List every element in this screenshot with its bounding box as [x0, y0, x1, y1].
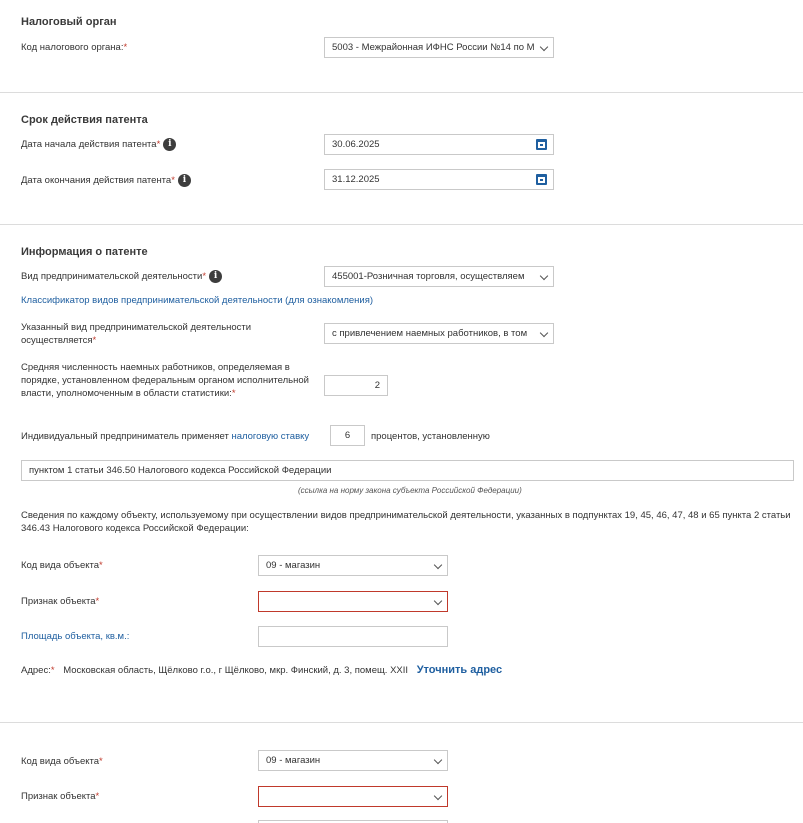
object-type-value: 09 - магазин — [266, 755, 321, 766]
required-mark: * — [99, 756, 103, 767]
info-icon[interactable]: i — [178, 174, 191, 187]
activity-type-value: 455001-Розничная торговля, осуществляем — [332, 271, 525, 282]
required-mark: * — [123, 42, 128, 53]
end-date-label-text: Дата окончания действия патента — [21, 175, 172, 187]
tax-rate-input[interactable]: 6 — [330, 425, 365, 446]
tax-rate-text-before — [21, 430, 309, 443]
object-address-row — [21, 664, 502, 677]
required-mark: * — [95, 791, 100, 802]
chevron-down-icon — [434, 561, 442, 569]
chevron-down-icon — [434, 597, 442, 605]
chevron-down-icon — [434, 756, 442, 764]
required-mark: * — [99, 560, 103, 571]
tax-rate-text-after: процентов, установленную — [371, 431, 490, 442]
section-title-validity: Срок действия патента — [21, 114, 148, 126]
required-mark: * — [156, 139, 161, 151]
object-type-select[interactable] — [258, 750, 448, 771]
calendar-icon[interactable] — [536, 174, 547, 185]
activity-mode-label — [21, 321, 281, 347]
start-date-input[interactable] — [324, 134, 554, 155]
object-sign-select[interactable] — [258, 591, 448, 612]
employees-count-input[interactable]: 2 — [324, 375, 388, 396]
section-title-patent-info: Информация о патенте — [21, 246, 148, 258]
object-area-input[interactable] — [258, 626, 448, 647]
start-date-label-text: Дата начала действия патента — [21, 139, 157, 151]
section-divider — [0, 92, 803, 93]
chevron-down-icon — [540, 43, 548, 51]
activity-type-label — [21, 270, 222, 283]
required-mark: * — [92, 335, 97, 346]
tax-authority-code-label-text: Код налогового органа: — [21, 42, 124, 53]
chevron-down-icon — [540, 272, 548, 280]
object-type-select[interactable] — [258, 555, 448, 576]
object-type-label-text: Код вида объекта — [21, 560, 100, 571]
object-address-label: Адрес: — [21, 665, 51, 676]
end-date-input[interactable] — [324, 169, 554, 190]
required-mark: * — [171, 175, 175, 187]
object-sign-label-text: Признак объекта — [21, 596, 96, 607]
required-mark: * — [202, 271, 207, 283]
section-title-tax-authority: Налоговый орган — [21, 16, 117, 28]
object-type-label — [21, 755, 103, 768]
activity-type-label-text: Вид предпринимательской деятельности — [21, 271, 203, 283]
employees-count-label — [21, 361, 309, 400]
object-sign-label — [21, 595, 99, 608]
end-date-value: 31.12.2025 — [332, 174, 380, 185]
tax-authority-code-label — [21, 41, 127, 54]
object-type-label-text: Код вида объекта — [21, 756, 100, 767]
info-icon[interactable]: i — [163, 138, 176, 151]
object-address-value: Московская область, Щёлково г.о., г Щёлково, мкр. Финский, д. 3, помещ. XXII — [63, 665, 409, 676]
activity-mode-select[interactable] — [324, 323, 554, 344]
start-date-value: 30.06.2025 — [332, 139, 380, 150]
chevron-down-icon — [434, 792, 442, 800]
calendar-icon[interactable] — [536, 139, 547, 150]
info-icon[interactable]: i — [209, 270, 222, 283]
required-mark: * — [95, 596, 100, 607]
tax-authority-code-select[interactable] — [324, 37, 554, 58]
activity-mode-value: с привлечением наемных работников, в том — [332, 328, 528, 339]
start-date-label — [21, 138, 176, 151]
tax-rate-link[interactable]: налоговую ставку — [231, 431, 310, 442]
required-mark: * — [231, 388, 236, 399]
end-date-label — [21, 174, 191, 187]
activity-type-select[interactable] — [324, 266, 554, 287]
chevron-down-icon — [540, 329, 548, 337]
object-sign-select[interactable] — [258, 786, 448, 807]
employees-count-label-text: Средняя численность наемных работников, определяемая в порядке, установленном федеральным органом исполнительной власти, уполномоченным в области статистики: — [21, 362, 309, 399]
activity-mode-label-text: Указанный вид предпринимательской деятельности осуществляется — [21, 322, 252, 346]
object-area-label[interactable]: Площадь объекта, кв.м.: — [21, 631, 130, 642]
tax-authority-code-value: 5003 - Межрайонная ИФНС России №14 по М — [332, 42, 535, 53]
object-type-value: 09 - магазин — [266, 560, 321, 571]
object-type-label — [21, 559, 103, 572]
required-mark: * — [50, 665, 55, 676]
object-sign-label — [21, 790, 99, 803]
section-divider — [0, 224, 803, 225]
refine-address-link[interactable]: Уточнить адрес — [416, 664, 503, 676]
tax-rate-text: Индивидуальный предприниматель применяет — [21, 431, 229, 442]
objects-note: Сведения по каждому объекту, используемому при осуществлении видов предпринимательской деятельности, указанных в подпунктах 19, 45, 46, 47, 48 и 65 пункта 2 статьи 346.43 Налогового кодекса Российской Федерации: — [21, 510, 791, 534]
object-sign-label-text: Признак объекта — [21, 791, 96, 802]
law-reference-hint: (ссылка на норму закона субъекта Российской Федерации) — [298, 486, 522, 495]
section-divider — [0, 722, 803, 723]
activity-classifier-link[interactable]: Классификатор видов предпринимательской деятельности (для ознакомления) — [21, 295, 374, 306]
law-reference-input[interactable]: пунктом 1 статьи 346.50 Налогового кодекса Российской Федерации — [21, 460, 794, 481]
